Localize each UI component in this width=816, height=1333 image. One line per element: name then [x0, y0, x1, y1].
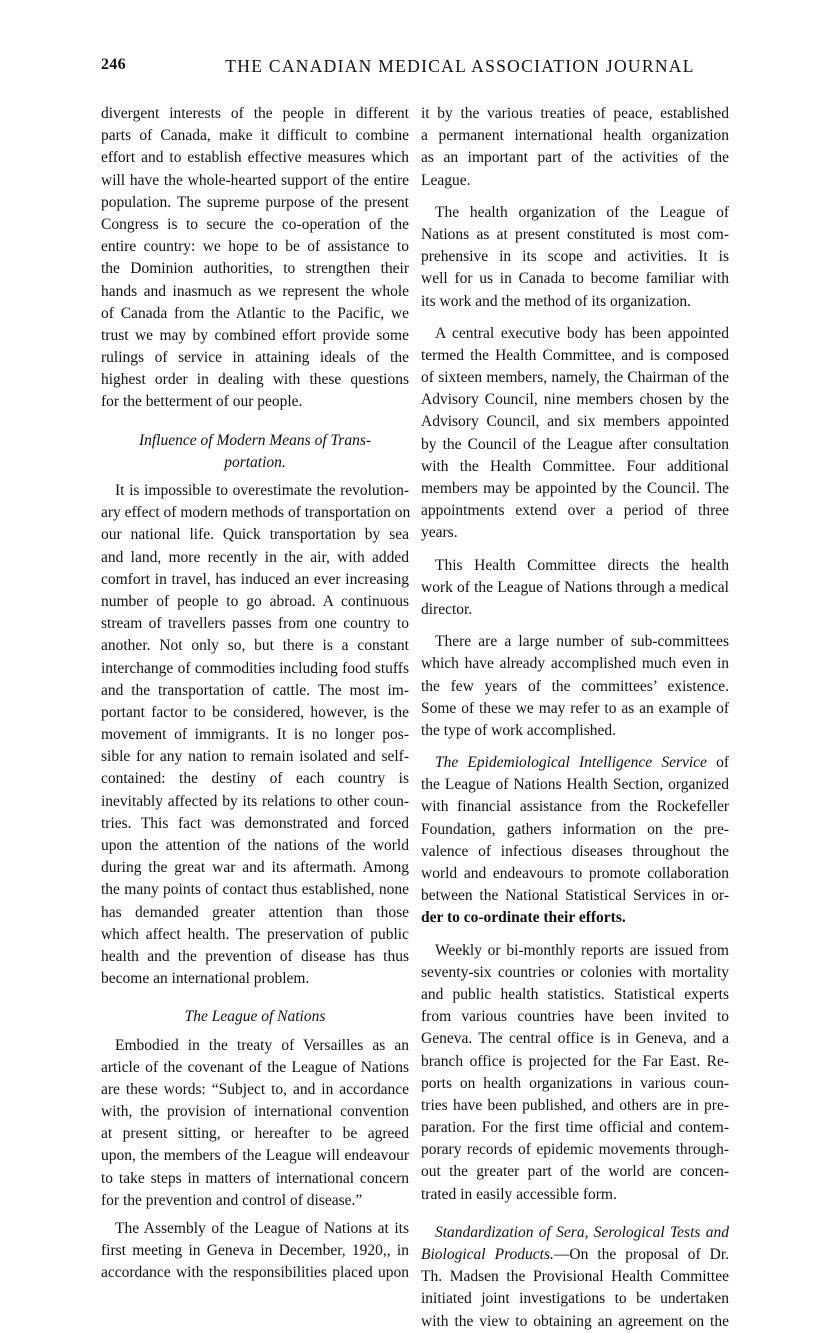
- text-line: which have already accomplished much even in: [421, 655, 729, 673]
- text-line: Weekly or bi-monthly reports are issued from: [435, 941, 729, 959]
- paragraph: [421, 103, 729, 192]
- text-line: another. Not only so, but there is a constant: [101, 637, 409, 655]
- text-line: termed the Health Committee, and is composed: [421, 346, 729, 364]
- text-line: of Canada from the Atlantic to the Pacific, we: [101, 304, 409, 322]
- text-line: and public health statistics. Statistical experts: [421, 985, 729, 1003]
- text-run: of: [706, 754, 730, 772]
- text-line: Nations as at present constituted is most com-: [421, 225, 729, 243]
- section-heading: [101, 430, 409, 474]
- text-line: which affect health. The preservation of public: [101, 925, 409, 943]
- text-line: to take steps in matters of international concern: [101, 1169, 409, 1187]
- text-line: number of people to go abroad. A continuous: [101, 592, 409, 610]
- text-line: and land, more recently in the air, with added: [101, 548, 409, 566]
- paragraph: [421, 1222, 729, 1333]
- text-line: This Health Committee directs the health: [435, 556, 729, 574]
- text-line: [421, 1244, 729, 1266]
- text-line: seventy-six countries or colonies with mortality: [421, 963, 729, 981]
- text-line: with the Health Committee. Four additional: [421, 457, 729, 475]
- text-line: Advisory Council, and six members appointed: [421, 413, 729, 431]
- text-line: Some of these we may refer to as an example of: [421, 699, 729, 717]
- text-line: entire country: we hope to be of assistance to: [101, 238, 409, 256]
- text-line: of sixteen members, namely, the Chairman of the: [421, 369, 729, 387]
- text-line: hands and inasmuch as we represent the whole: [101, 282, 409, 300]
- text-line: at present sitting, or hereafter to be agreed: [101, 1125, 409, 1143]
- text-line: will have the whole-hearted support of the entire: [101, 171, 409, 189]
- paragraph: [101, 1218, 409, 1285]
- text-line: work of the League of Nations through a medical: [421, 578, 729, 596]
- text-line: stream of travellers passes from one country to: [101, 615, 409, 633]
- text-line: during the great war and its aftermath. Among: [101, 859, 409, 877]
- text-line: it by the various treaties of peace, established: [421, 105, 729, 122]
- text-line: paration. For the first time official and contem-: [421, 1119, 729, 1137]
- paragraph: [421, 940, 729, 1206]
- running-head: THE CANADIAN MEDICAL ASSOCIATION JOURNAL: [225, 56, 695, 76]
- text-line: by the Council of the League after consultation: [421, 435, 729, 453]
- text-line: are these words: “Subject to, and in accordance: [101, 1080, 409, 1098]
- italic-run-in: The Epidemiological Intelligence Service: [435, 754, 707, 772]
- text-line: between the National Statistical Services in or-: [421, 887, 729, 905]
- paragraph: [421, 323, 729, 545]
- heading-line: Influence of Modern Means of Trans-: [138, 431, 372, 449]
- text-line: and the transportation of cattle. The most im-: [101, 681, 409, 699]
- text-line: The health organization of the League of: [435, 203, 729, 221]
- italic-run-in: Standardization of Sera, Serological Tests and: [435, 1223, 729, 1241]
- text-line: initiated joint investigations to be undertaken: [421, 1290, 729, 1308]
- text-line: [421, 752, 729, 774]
- text-line: tries have been published, and others are in pre-: [421, 1096, 729, 1114]
- text-line: for the prevention and control of disease.”: [101, 1191, 363, 1209]
- text-line: contained: the destiny of each country is: [101, 770, 409, 788]
- text-line: tries. This fact was demonstrated and forced: [101, 814, 409, 832]
- paragraph: [421, 202, 729, 313]
- text-line: become an international problem.: [101, 970, 310, 988]
- italic-run-in: Biological Products.: [421, 1246, 554, 1263]
- text-line: article of the covenant of the League of Nations: [101, 1058, 409, 1076]
- text-line: first meeting in Geneva in December, 1920,, in: [101, 1242, 409, 1260]
- text-line: the many points of contact thus established, none: [101, 881, 409, 899]
- text-line: out the greater part of the world are concen-: [421, 1163, 729, 1181]
- paragraph: [421, 752, 729, 930]
- paragraph: [101, 480, 409, 990]
- text-line: well for us in Canada to become familiar with: [421, 270, 729, 288]
- text-line: with financial assistance from the Rockefeller: [421, 798, 729, 816]
- text-line: has demanded greater attention than those: [101, 903, 409, 921]
- text-line: There are a large number of sub-committees: [435, 633, 729, 651]
- text-line: health and the prevention of disease has thus: [101, 947, 409, 965]
- text-line: movement of immigrants. It is no longer pos-: [101, 726, 409, 744]
- text-line: inevitably affected by its relations to other coun-: [101, 792, 409, 810]
- right-column: [421, 103, 729, 1333]
- page-number: 246: [101, 56, 126, 73]
- paragraph: [421, 555, 729, 622]
- text-line: Geneva. The central office is in Geneva, and a: [421, 1030, 729, 1048]
- text-line: with the view to obtaining an agreement on the: [421, 1312, 729, 1330]
- text-line: It is impossible to overestimate the revolution-: [115, 482, 409, 499]
- text-line: Foundation, gathers information on the pre-: [421, 820, 729, 838]
- text-line: upon the attention of the nations of the world: [101, 837, 409, 854]
- paragraph: [101, 103, 409, 414]
- left-column: [101, 103, 409, 1285]
- text-line: Congress is to secure the co-operation of the: [101, 215, 409, 233]
- text-line: for the betterment of our people.: [101, 393, 303, 411]
- text-line: the type of work accomplished.: [421, 721, 616, 739]
- text-line: appointments extend over a period of three: [421, 502, 729, 520]
- text-line: Advisory Council, nine members chosen by the: [421, 391, 729, 409]
- text-line: from various countries have been invited to: [421, 1008, 729, 1026]
- text-line: a permanent international health organization: [421, 127, 729, 145]
- text-line: comfort in travel, has induced an ever increasing: [101, 570, 409, 588]
- text-line: interchange of commodities including food stuffs: [101, 659, 409, 677]
- text-line: The Assembly of the League of Nations at its: [115, 1220, 409, 1237]
- text-line: world and endeavours to promote collaboration: [421, 865, 729, 882]
- text-line: parts of Canada, make it difficult to combine: [101, 127, 409, 145]
- text-line: branch office is projected for the Far East. Re-: [421, 1052, 729, 1070]
- text-line: our national life. Quick transportation by sea: [101, 526, 409, 544]
- section-heading: The League of Nations: [184, 1008, 326, 1026]
- paragraph: [101, 1035, 409, 1213]
- text-line: effort and to establish effective measures which: [101, 149, 409, 167]
- text-line: prehensive in its scope and activities. It is: [421, 248, 729, 266]
- text-line: divergent interests of the people in different: [101, 105, 409, 122]
- text-line: with, the provision of international convention: [101, 1103, 409, 1121]
- text-line: highest order in dealing with these questions: [101, 371, 409, 389]
- paragraph: [421, 631, 729, 742]
- text-line: Embodied in the treaty of Versailles as an: [115, 1036, 409, 1054]
- text-line: sible for any nation to remain isolated and self-: [101, 748, 409, 766]
- text-line: ary effect of modern methods of transportation on: [101, 504, 411, 522]
- text-line: rulings of service in attaining ideals of the: [101, 349, 409, 367]
- text-line: portant factor to be considered, however, is the: [101, 703, 409, 721]
- text-line: as an important part of the activities of the: [421, 149, 729, 167]
- text-line: porary records of epidemic movements through-: [421, 1141, 729, 1159]
- text-line: valence of infectious diseases throughout the: [421, 842, 729, 860]
- text-line: ports on health organizations in various coun-: [421, 1074, 729, 1092]
- text-line: A central executive body has been appointed: [435, 324, 729, 342]
- heading-line: portation.: [224, 453, 286, 471]
- text-run: —On the proposal of Dr.: [553, 1246, 730, 1263]
- text-line: the Dominion authorities, to strengthen their: [101, 260, 409, 278]
- text-line: the League of Nations Health Section, organized: [421, 776, 729, 794]
- text-line: years.: [421, 524, 458, 542]
- text-line: Th. Madsen the Provisional Health Committee: [421, 1268, 729, 1286]
- text-line: the few years of the committees’ existence.: [421, 677, 729, 695]
- text-line: upon, the members of the League will endeavour: [101, 1147, 409, 1165]
- text-line: League.: [421, 171, 471, 189]
- text-line: trated in easily accessible form.: [421, 1185, 617, 1203]
- text-line: members may be appointed by the Council. The: [421, 480, 729, 497]
- text-line: director.: [421, 600, 473, 618]
- text-line: [421, 1222, 729, 1244]
- text-line: population. The supreme purpose of the present: [101, 193, 409, 211]
- text-line: der to co-ordinate their efforts.: [421, 909, 626, 927]
- text-line: accordance with the responsibilities placed upon: [101, 1264, 409, 1282]
- text-line: its work and the method of its organization.: [421, 292, 692, 310]
- text-line: trust we may by combined effort provide some: [101, 326, 409, 344]
